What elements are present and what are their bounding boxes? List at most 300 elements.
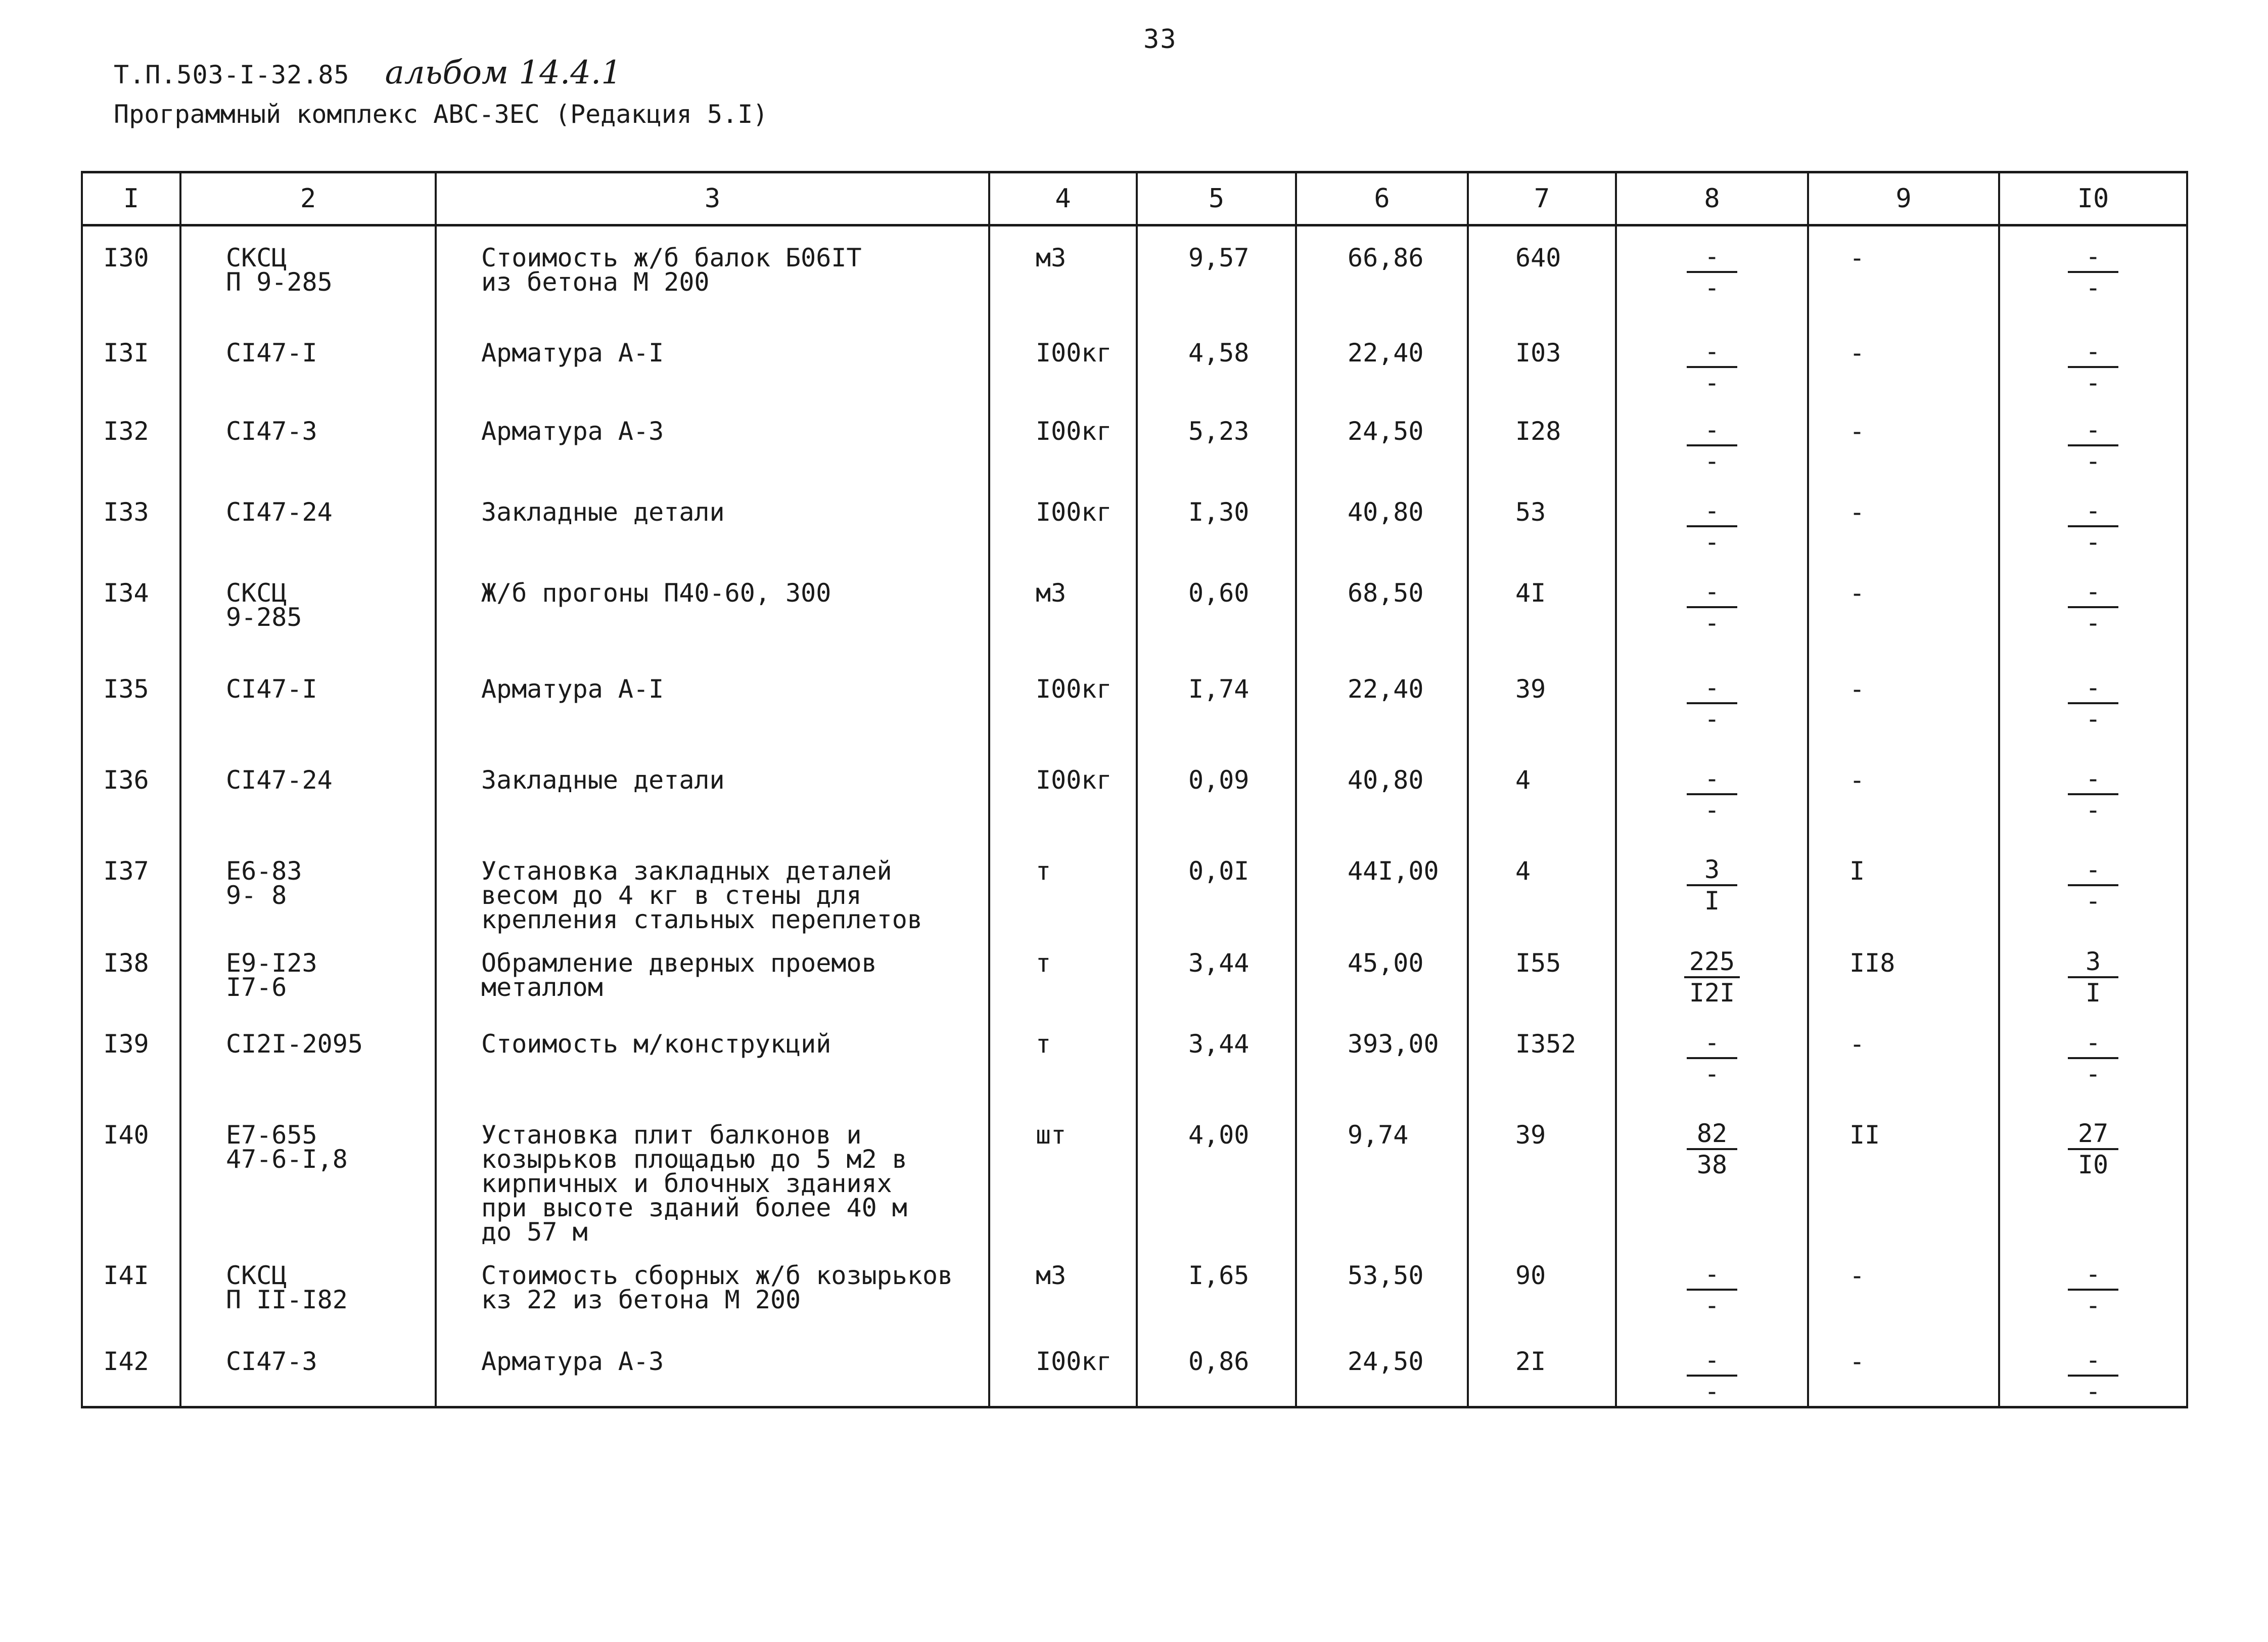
unit-text: I00кг [1036,497,1112,527]
row-number-text: I36 [103,765,149,795]
work-name [436,749,989,840]
column-8-numerator: - [1704,763,1720,793]
column-10-fraction-bar [2068,444,2118,446]
column-10-fraction [2068,1027,2118,1088]
work-name [436,932,989,1013]
document-header [114,53,768,134]
column-8 [1616,658,1808,749]
column-8-numerator: - [1704,415,1720,444]
row-number [82,1244,180,1330]
rate-code [180,1330,436,1407]
table-body [82,225,2187,1407]
unit [989,562,1137,658]
column-8-numerator: - [1704,672,1720,702]
quantity [1137,658,1296,749]
row-number [82,1104,180,1244]
total-cost-text: 39 [1515,1120,1546,1150]
unit-text: т [1036,856,1051,886]
table-row [82,1330,2187,1407]
unit-text: I00кг [1036,765,1112,795]
total-cost [1468,481,1616,562]
unit-text: м3 [1036,243,1067,272]
table-row [82,322,2187,400]
column-8-fraction-bar [1687,702,1737,704]
quantity-text: 0,0I [1188,856,1249,886]
quantity [1137,840,1296,932]
total-cost-text: 4 [1515,856,1531,886]
unit-price-text: 68,50 [1348,578,1424,608]
column-10 [1999,1244,2187,1330]
column-10-numerator: - [2085,1345,2101,1375]
column-8 [1616,1244,1808,1330]
column-8-denominator: - [1704,527,1720,557]
column-8-fraction [1687,1118,1737,1179]
unit-price-text: 45,00 [1348,948,1424,978]
column-8-denominator: 38 [1696,1150,1728,1179]
unit-price [1296,932,1468,1013]
column-9 [1808,1104,1999,1244]
column-10-fraction [2068,854,2118,916]
unit-price [1296,322,1468,400]
column-9-text: II [1849,1120,1880,1150]
column-10-numerator: - [2085,336,2101,366]
row-number [82,1330,180,1407]
rate-code-text: Е9-I23 I7-6 [226,948,317,1002]
column-9-text: - [1849,416,1865,446]
unit-price-text: 24,50 [1348,1346,1424,1376]
quantity [1137,1013,1296,1104]
unit-text: м3 [1036,1260,1067,1290]
unit-price [1296,1330,1468,1407]
rate-code [180,562,436,658]
work-name [436,225,989,322]
unit-price [1296,400,1468,481]
column-10-numerator: - [2085,1259,2101,1289]
column-9-text: - [1849,243,1865,272]
column-8-fraction-bar [1684,976,1740,978]
unit-text: I00кг [1036,674,1112,704]
unit-price-text: 40,80 [1348,765,1424,795]
column-9 [1808,322,1999,400]
column-10-denominator: - [2085,368,2101,397]
total-cost-text: 640 [1515,243,1561,272]
column-header-2: 2 [180,172,436,225]
column-8-denominator: - [1704,368,1720,397]
document-subtitle: Программный комплекс АВС-ЗЕС (Редакция 5.I) [114,100,768,129]
column-8-fraction-bar [1687,1148,1737,1150]
column-8-numerator: - [1704,1027,1720,1057]
column-header-6: 6 [1296,172,1468,225]
unit [989,749,1137,840]
table-row [82,400,2187,481]
column-9-text: I [1849,856,1865,886]
row-number-text: I42 [103,1346,149,1376]
column-8 [1616,1013,1808,1104]
total-cost-text: 4I [1515,578,1546,608]
unit-price [1296,481,1468,562]
rate-code [180,749,436,840]
total-cost [1468,225,1616,322]
column-10-denominator: - [2085,795,2101,825]
column-10-fraction-bar [2068,1148,2118,1150]
rate-code [180,1104,436,1244]
unit [989,1244,1137,1330]
work-name [436,481,989,562]
column-9-text: - [1849,765,1865,795]
column-9 [1808,562,1999,658]
row-number-text: I34 [103,578,149,608]
rate-code [180,658,436,749]
column-header-4: 4 [989,172,1137,225]
column-10-numerator: 27 [2077,1118,2109,1148]
column-10-fraction [2068,763,2118,825]
row-number [82,749,180,840]
unit-price-text: 393,00 [1348,1029,1439,1059]
rate-code-text: СI47-3 [226,416,317,446]
work-name-text: Обрамление дверных проемов металлом [481,948,877,1002]
unit-text: т [1036,1029,1051,1059]
estimate-table [81,171,2188,1408]
column-8-fraction [1687,672,1737,734]
column-10-fraction [2068,672,2118,734]
work-name [436,562,989,658]
column-10 [1999,562,2187,658]
column-10-numerator: - [2085,576,2101,606]
column-9 [1808,225,1999,322]
column-10 [1999,481,2187,562]
page-number: 33 [1143,24,1177,55]
total-cost [1468,658,1616,749]
column-8-fraction [1687,1347,1737,1404]
unit-price [1296,1013,1468,1104]
column-8-denominator: - [1704,1059,1720,1088]
unit-price [1296,562,1468,658]
column-8-numerator: - [1704,1259,1720,1289]
unit-price [1296,1244,1468,1330]
column-header-5: 5 [1137,172,1296,225]
column-9-text: - [1849,1029,1865,1059]
column-8-denominator: - [1704,795,1720,825]
column-8-fraction [1687,854,1737,916]
column-10-denominator: - [2085,1290,2101,1320]
column-8-numerator: 3 [1704,854,1720,884]
column-8-fraction-bar [1687,1289,1737,1291]
unit-text: шт [1036,1120,1067,1150]
column-8-numerator: - [1704,242,1720,271]
handwritten-note: альбом 14.4.1 [385,54,622,92]
column-8-fraction-bar [1687,1375,1737,1377]
column-10-fraction-bar [2068,793,2118,795]
row-number [82,658,180,749]
total-cost-text: I28 [1515,416,1561,446]
unit-price-text: 53,50 [1348,1260,1424,1290]
column-10-fraction-bar [2068,884,2118,886]
row-number-text: I37 [103,856,149,886]
column-10 [1999,225,2187,322]
total-cost-text: I03 [1515,338,1561,368]
column-9-text: - [1849,338,1865,368]
column-10 [1999,749,2187,840]
column-10-fraction-bar [2068,702,2118,704]
column-8-denominator: - [1704,446,1720,476]
column-8-fraction-bar [1687,884,1737,886]
column-8-fraction-bar [1687,525,1737,527]
unit-text: I00кг [1036,338,1112,368]
column-10-denominator: I [2085,978,2101,1008]
table-row [82,562,2187,658]
work-name-text: Стоимость м/конструкций [481,1029,831,1059]
column-8 [1616,1104,1808,1244]
rate-code-text: СI47-I [226,338,317,368]
column-8-numerator: - [1704,1345,1720,1375]
column-8-fraction [1687,1261,1737,1318]
column-10 [1999,322,2187,400]
unit-price [1296,840,1468,932]
row-number [82,562,180,658]
work-name-text: Закладные детали [481,497,725,527]
rate-code [180,840,436,932]
column-9 [1808,840,1999,932]
work-name [436,840,989,932]
unit-price-text: 40,80 [1348,497,1424,527]
column-10-fraction [2068,1118,2118,1179]
table-row [82,1104,2187,1244]
column-8 [1616,840,1808,932]
column-8-denominator: - [1704,608,1720,637]
quantity-text: I,30 [1188,497,1249,527]
column-9-text: - [1849,578,1865,608]
column-8 [1616,1330,1808,1407]
quantity [1137,481,1296,562]
row-number [82,1013,180,1104]
column-10-numerator: - [2085,763,2101,793]
column-9-text: - [1849,497,1865,527]
total-cost [1468,749,1616,840]
column-8-numerator: - [1704,495,1720,525]
work-name-text: Ж/б прогоны П40-60, 300 [481,578,831,608]
unit-price-text: 66,86 [1348,243,1424,272]
quantity [1137,932,1296,1013]
column-10-denominator: - [2085,527,2101,557]
unit-price-text: 9,74 [1348,1120,1409,1150]
rate-code-text: СКСЦ 9-285 [226,578,302,632]
column-8-fraction [1687,244,1737,300]
unit [989,225,1137,322]
quantity-text: 4,00 [1188,1120,1249,1150]
column-10 [1999,658,2187,749]
column-header-7: 7 [1468,172,1616,225]
column-8-denominator: - [1704,1376,1720,1406]
column-9 [1808,1244,1999,1330]
total-cost [1468,840,1616,932]
total-cost-text: 39 [1515,674,1546,704]
work-name-text: Установка плит балконов и козырьков площадью до 5 м2 в кирпичных и блочных зданиях при высоте зданий более 40 м до 57 м [481,1120,907,1247]
row-number-text: I3I [103,338,149,368]
quantity-text: 5,23 [1188,416,1249,446]
column-9-text: - [1849,674,1865,704]
unit [989,1330,1137,1407]
column-10-denominator: - [2085,446,2101,476]
work-name-text: Установка закладных деталей весом до 4 кг в стены для крепления стальных переплетов [481,856,922,934]
table-row [82,1244,2187,1330]
rate-code-text: СI47-24 [226,765,333,795]
column-8-denominator: I [1704,886,1720,916]
table-row [82,932,2187,1013]
column-8 [1616,225,1808,322]
rate-code [180,1244,436,1330]
column-10-numerator: - [2085,415,2101,444]
column-8-fraction [1687,495,1737,557]
work-name-text: Стоимость сборных ж/б козырьков кз 22 из бетона М 200 [481,1260,953,1314]
column-9 [1808,749,1999,840]
column-8-denominator: I2I [1689,978,1735,1008]
row-number [82,322,180,400]
document-code: Т.П.503-I-32.85 [114,60,350,89]
unit [989,840,1137,932]
column-10-fraction-bar [2068,1057,2118,1059]
column-8-numerator: 82 [1696,1118,1728,1148]
column-8-denominator: - [1704,1290,1720,1320]
column-10-numerator: - [2085,854,2101,884]
total-cost-text: I55 [1515,948,1561,978]
unit-price [1296,1104,1468,1244]
table-row [82,658,2187,749]
rate-code-text: СI2I-2095 [226,1029,363,1059]
unit [989,658,1137,749]
column-9 [1808,658,1999,749]
quantity-text: I,65 [1188,1260,1249,1290]
work-name [436,658,989,749]
work-name [436,1244,989,1330]
column-8-fraction [1687,1027,1737,1088]
quantity-text: I,74 [1188,674,1249,704]
work-name-text: Арматура А-3 [481,1346,664,1376]
column-9-text: - [1849,1260,1865,1290]
column-8-fraction-bar [1687,606,1737,608]
unit-price-text: 24,50 [1348,416,1424,446]
quantity-text: 9,57 [1188,243,1249,272]
row-number-text: I39 [103,1029,149,1059]
column-10-fraction-bar [2068,366,2118,368]
column-10-numerator: - [2085,242,2101,271]
unit-text: т [1036,948,1051,978]
column-10-denominator: - [2085,1059,2101,1088]
column-8 [1616,562,1808,658]
column-10-denominator: - [2085,608,2101,637]
column-8-numerator: 225 [1689,946,1735,976]
row-number-text: I4I [103,1260,149,1290]
column-8-fraction [1687,763,1737,825]
rate-code [180,932,436,1013]
column-10-numerator: - [2085,672,2101,702]
column-10 [1999,1104,2187,1244]
unit-price [1296,658,1468,749]
unit [989,1104,1137,1244]
rate-code-text: СI47-3 [226,1346,317,1376]
unit-price-text: 22,40 [1348,338,1424,368]
quantity [1137,225,1296,322]
column-10-fraction [2068,495,2118,557]
column-10-fraction [2068,576,2118,637]
column-10-denominator: - [2085,704,2101,734]
unit-price-text: 22,40 [1348,674,1424,704]
total-cost-text: 2I [1515,1346,1546,1376]
column-8-fraction [1687,336,1737,397]
column-10 [1999,932,2187,1013]
quantity-text: 3,44 [1188,948,1249,978]
column-8-numerator: - [1704,336,1720,366]
column-8-fraction-bar [1687,1057,1737,1059]
work-name-text: Стоимость ж/б балок Б06IТ из бетона М 200 [481,243,862,297]
column-8-denominator: - [1704,273,1720,302]
unit-text: I00кг [1036,1346,1112,1376]
rate-code-text: Е6-83 9- 8 [226,856,302,910]
column-10 [1999,840,2187,932]
row-number [82,400,180,481]
rate-code [180,225,436,322]
column-10-fraction-bar [2068,976,2118,978]
row-number-text: I32 [103,416,149,446]
column-10-numerator: - [2085,1027,2101,1057]
column-header-3: 3 [436,172,989,225]
quantity-text: 0,86 [1188,1346,1249,1376]
quantity-text: 4,58 [1188,338,1249,368]
column-10-fraction [2068,1347,2118,1404]
column-10-fraction [2068,244,2118,300]
total-cost [1468,400,1616,481]
column-10 [1999,400,2187,481]
column-8-fraction-bar [1687,793,1737,795]
column-8-numerator: - [1704,576,1720,606]
column-8 [1616,400,1808,481]
unit-text: I00кг [1036,416,1112,446]
quantity-text: 0,09 [1188,765,1249,795]
quantity [1137,749,1296,840]
quantity [1137,322,1296,400]
column-header-9: 9 [1808,172,1999,225]
quantity [1137,1330,1296,1407]
column-8 [1616,932,1808,1013]
rate-code-text: СКСЦ П II-I82 [226,1260,348,1314]
work-name [436,322,989,400]
row-number [82,481,180,562]
row-number-text: I35 [103,674,149,704]
table-row [82,481,2187,562]
column-10-fraction-bar [2068,1375,2118,1377]
work-name-text: Арматура А-I [481,338,664,368]
rate-code-text: СI47-24 [226,497,333,527]
column-9-text: - [1849,1346,1865,1376]
rate-code-text: СI47-I [226,674,317,704]
column-8-denominator: - [1704,704,1720,734]
total-cost [1468,932,1616,1013]
rate-code-text: Е7-655 47-6-I,8 [226,1120,348,1174]
column-10-fraction-bar [2068,606,2118,608]
table-row [82,1013,2187,1104]
column-9 [1808,1013,1999,1104]
row-number [82,840,180,932]
total-cost [1468,1330,1616,1407]
column-header-1: I [82,172,180,225]
column-8-fraction-bar [1687,366,1737,368]
unit-price [1296,749,1468,840]
row-number [82,225,180,322]
work-name [436,400,989,481]
work-name [436,1330,989,1407]
column-8-fraction-bar [1687,444,1737,446]
unit-price-text: 44I,00 [1348,856,1439,886]
work-name-text: Арматура А-I [481,674,664,704]
